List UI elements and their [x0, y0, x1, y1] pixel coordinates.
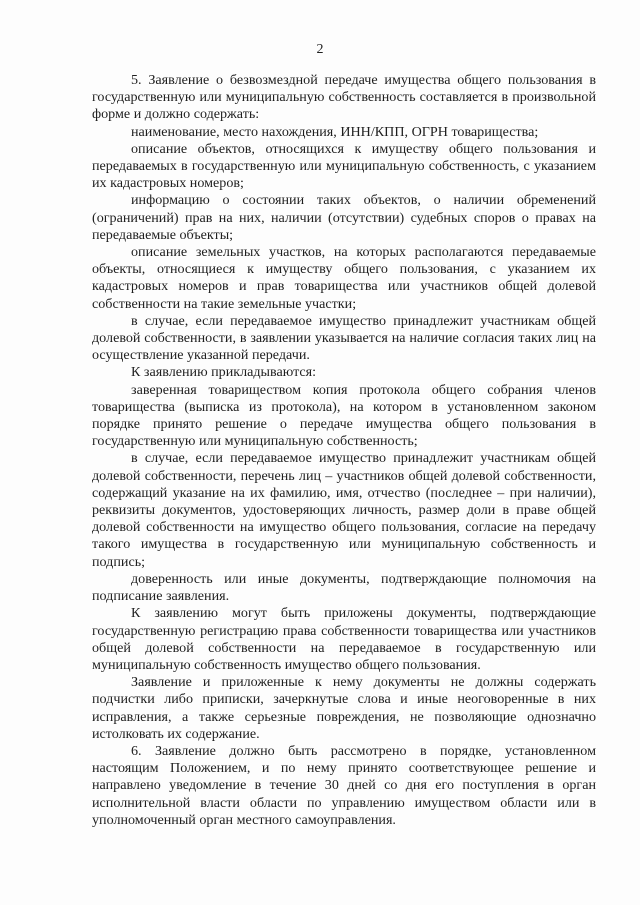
paragraph-objects-description: описание объектов, относящихся к имуществу общего пользования и передаваемых в государственную или муниципальную собственность, с указанием их кадастровых номеров; — [92, 140, 596, 192]
paragraph-attachments-heading: К заявлению прикладываются: — [131, 364, 317, 381]
paragraph-optional-documents: К заявлению могут быть приложены документы, подтверждающие государственную регистрацию права собственности товарищества или участников общей долевой собственности на передаваемое в государственную или муниципальную собственность имущество общего пользования. — [92, 605, 596, 673]
paragraph-partnership-details: наименование, место нахождения, ИНН/КПП, ОГРН товарищества; — [131, 123, 539, 140]
paragraph-application-content: 5. Заявление о безвозмездной передаче имущества общего пользования в государственную или муниципальную собственность составляется в произвольной форме и должно содержать: — [92, 72, 596, 123]
paragraph-power-of-attorney: доверенность или иные документы, подтверждающие полномочия на подписание заявления. — [92, 570, 596, 605]
paragraph-document-requirements: Заявление и приложенные к нему документы не должны содержать подчистки либо приписки, зачеркнутые слова и иные неоговоренные в них исправления, а также серьезные повреждения, не позволяющие однозначно истолковать их содержание. — [92, 674, 596, 742]
paragraph-shared-ownership-consent: в случае, если передаваемое имущество принадлежит участникам общей долевой собственности, в заявлении указывается на наличие согласия таких лиц на осуществление указанной передачи. — [92, 312, 596, 364]
document-body — [92, 72, 596, 829]
paragraph-review-terms: 6. Заявление должно быть рассмотрено в порядке, установленном настоящим Положением, и по нему принято соответствующее решение и направлено уведомление в течение 30 дней со дня его поступления в орган исполнительной власти области по управлению имуществом области или в уполномоченный орган местного самоуправления. — [92, 742, 596, 828]
paragraph-owners-list: в случае, если передаваемое имущество принадлежит участникам общей долевой собственности, перечень лиц – участников общей долевой собственности, содержащий указание на их фамилию, имя, отчество (последнее – при наличии), реквизиты документов, удостоверяющих личность, размер доли в праве общей долевой собственности на имущество общего пользования, согласие на передачу такого имущества в государственную или муниципальную собственность и подпись; — [92, 450, 596, 570]
paragraph-meeting-protocol: заверенная товариществом копия протокола общего собрания членов товарищества (выписка из протокола), на котором в установленном законом порядке принято решение о передаче имущества общего пользования в государственную или муниципальную собственность; — [92, 381, 596, 450]
paragraph-land-plots: описание земельных участков, на которых располагаются передаваемые объекты, относящиеся к имуществу общего пользования, с указанием их кадастровых номеров и прав товарищества или участников общей долевой собственности на такие земельные участки; — [92, 244, 596, 312]
paragraph-objects-state: информацию о состоянии таких объектов, о наличии обременений (ограничений) прав на них, наличии (отсутствии) судебных споров о правах на передаваемые объекты; — [92, 192, 596, 243]
page-number: 2 — [316, 42, 324, 57]
